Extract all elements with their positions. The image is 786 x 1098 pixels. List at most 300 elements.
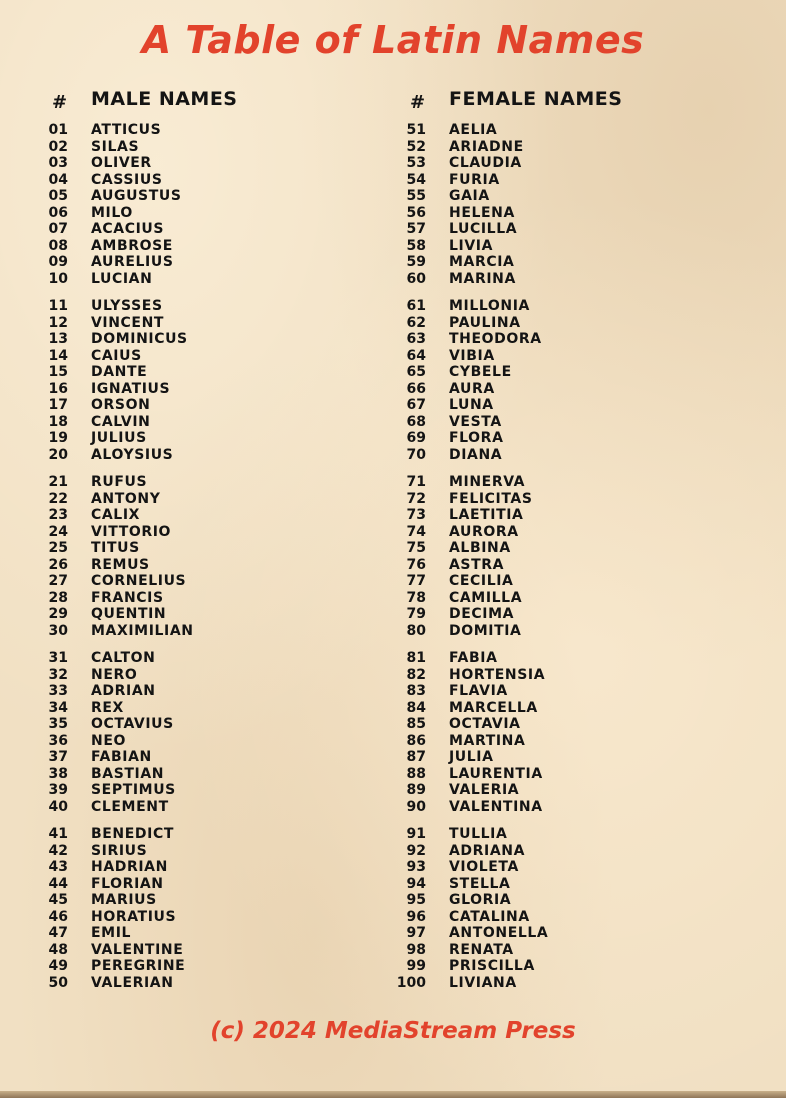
latin-name: CALIX bbox=[91, 507, 141, 524]
latin-name: ORSON bbox=[91, 397, 151, 414]
name-row bbox=[20, 474, 360, 491]
row-number: 31 bbox=[48, 650, 68, 667]
latin-name: JULIA bbox=[449, 749, 494, 766]
row-number: 53 bbox=[406, 155, 426, 171]
latin-name: ADRIAN bbox=[91, 683, 156, 700]
row-number: 24 bbox=[48, 523, 68, 540]
row-number: 81 bbox=[406, 650, 426, 667]
female-names-group bbox=[378, 298, 718, 463]
latin-name: PEREGRINE bbox=[91, 958, 186, 975]
name-row bbox=[20, 557, 360, 574]
latin-name: AURA bbox=[449, 380, 495, 397]
name-row bbox=[378, 766, 718, 783]
name-row bbox=[378, 573, 718, 590]
row-number: 27 bbox=[48, 573, 68, 590]
row-number: 79 bbox=[406, 606, 426, 623]
name-row bbox=[378, 859, 718, 876]
row-number: 96 bbox=[406, 908, 426, 925]
latin-name: VIBIA bbox=[449, 347, 495, 364]
row-number: 26 bbox=[48, 556, 68, 573]
name-row bbox=[378, 892, 718, 909]
name-row bbox=[378, 205, 718, 222]
row-number: 13 bbox=[48, 331, 68, 348]
row-number: 75 bbox=[406, 540, 426, 557]
latin-name: MINERVA bbox=[449, 474, 526, 491]
latin-name: LAETITIA bbox=[449, 507, 524, 524]
name-row bbox=[378, 606, 718, 623]
latin-name: VESTA bbox=[449, 413, 502, 430]
row-number: 06 bbox=[48, 204, 68, 221]
latin-name: HORTENSIA bbox=[449, 666, 546, 683]
row-number: 76 bbox=[406, 556, 426, 573]
name-row bbox=[378, 221, 718, 238]
female-names-group bbox=[378, 474, 718, 639]
row-number: 67 bbox=[406, 397, 426, 414]
latin-name: VALENTINE bbox=[91, 941, 184, 958]
latin-name: ULYSSES bbox=[91, 298, 163, 315]
name-row bbox=[378, 782, 718, 799]
row-number: 28 bbox=[48, 589, 68, 606]
latin-name: CALVIN bbox=[91, 413, 151, 430]
name-row bbox=[378, 474, 718, 491]
name-row bbox=[20, 909, 360, 926]
latin-name: FABIA bbox=[449, 650, 498, 667]
row-number: 65 bbox=[406, 364, 426, 381]
latin-name: VALERIAN bbox=[91, 974, 174, 991]
latin-name: MILLONIA bbox=[449, 298, 530, 315]
name-row bbox=[20, 716, 360, 733]
latin-name: SILAS bbox=[91, 138, 140, 155]
row-number: 15 bbox=[48, 364, 68, 381]
name-row bbox=[20, 414, 360, 431]
name-row bbox=[378, 491, 718, 508]
latin-name: MARCIA bbox=[449, 254, 515, 270]
latin-name: OLIVER bbox=[91, 155, 152, 171]
name-row bbox=[378, 447, 718, 464]
row-number: 51 bbox=[406, 122, 426, 138]
latin-name: HORATIUS bbox=[91, 908, 177, 925]
row-number: 99 bbox=[406, 958, 426, 975]
latin-name: TITUS bbox=[91, 540, 140, 557]
female-names-group bbox=[378, 826, 718, 991]
name-row bbox=[20, 667, 360, 684]
row-number: 03 bbox=[48, 155, 68, 171]
latin-name: FLORIAN bbox=[91, 875, 164, 892]
row-number: 21 bbox=[48, 474, 68, 491]
row-number: 12 bbox=[48, 314, 68, 331]
male-names-column bbox=[20, 122, 360, 1002]
row-number: 01 bbox=[48, 122, 68, 138]
latin-name: MAXIMILIAN bbox=[91, 622, 194, 639]
name-row bbox=[20, 843, 360, 860]
name-row bbox=[378, 540, 718, 557]
name-row bbox=[20, 381, 360, 398]
latin-name: JULIUS bbox=[91, 430, 147, 447]
latin-name: TULLIA bbox=[449, 826, 508, 843]
name-row bbox=[378, 716, 718, 733]
name-row bbox=[378, 348, 718, 365]
row-number: 17 bbox=[48, 397, 68, 414]
latin-name: CASSIUS bbox=[91, 171, 163, 188]
latin-name: ARIADNE bbox=[449, 138, 524, 155]
latin-name: VIOLETA bbox=[449, 859, 519, 876]
name-row bbox=[20, 205, 360, 222]
name-row bbox=[20, 573, 360, 590]
row-number: 41 bbox=[48, 826, 68, 843]
latin-name: FELICITAS bbox=[449, 490, 533, 507]
name-row bbox=[20, 650, 360, 667]
row-number: 88 bbox=[406, 765, 426, 782]
latin-name: FURIA bbox=[449, 171, 500, 188]
name-row bbox=[20, 623, 360, 640]
latin-name: FLORA bbox=[449, 430, 504, 447]
name-row bbox=[378, 958, 718, 975]
name-row bbox=[378, 975, 718, 992]
row-number: 38 bbox=[48, 765, 68, 782]
latin-name: DANTE bbox=[91, 364, 148, 381]
latin-name: STELLA bbox=[449, 875, 511, 892]
name-row bbox=[378, 700, 718, 717]
name-row bbox=[20, 155, 360, 172]
row-number: 94 bbox=[406, 875, 426, 892]
name-row bbox=[378, 364, 718, 381]
latin-name: EMIL bbox=[91, 925, 132, 942]
latin-name: OCTAVIUS bbox=[91, 716, 174, 733]
male-names-group bbox=[20, 298, 360, 463]
name-row bbox=[20, 942, 360, 959]
name-row bbox=[20, 397, 360, 414]
row-number: 40 bbox=[48, 798, 68, 815]
row-number: 10 bbox=[48, 270, 68, 287]
row-number: 80 bbox=[406, 622, 426, 639]
latin-name: BASTIAN bbox=[91, 765, 165, 782]
latin-name: FABIAN bbox=[91, 749, 152, 766]
latin-name: ATTICUS bbox=[91, 122, 162, 138]
latin-name: CLEMENT bbox=[91, 798, 169, 815]
latin-name: ALBINA bbox=[449, 540, 511, 557]
name-row bbox=[20, 331, 360, 348]
name-row bbox=[378, 799, 718, 816]
row-number: 54 bbox=[406, 171, 426, 188]
name-row bbox=[20, 348, 360, 365]
name-row bbox=[378, 271, 718, 288]
latin-name: CALTON bbox=[91, 650, 156, 667]
name-row bbox=[378, 749, 718, 766]
row-number: 60 bbox=[406, 270, 426, 287]
torn-paper-edge bbox=[0, 1091, 786, 1098]
latin-name: ANTONY bbox=[91, 490, 161, 507]
latin-name: QUENTIN bbox=[91, 606, 167, 623]
latin-name: CYBELE bbox=[449, 364, 512, 381]
name-row bbox=[378, 925, 718, 942]
latin-name: VALENTINA bbox=[449, 798, 543, 815]
name-row bbox=[378, 942, 718, 959]
row-number: 66 bbox=[406, 380, 426, 397]
row-number: 69 bbox=[406, 430, 426, 447]
name-row bbox=[20, 782, 360, 799]
latin-name: GLORIA bbox=[449, 892, 512, 909]
latin-name: AURORA bbox=[449, 523, 519, 540]
female-names-group bbox=[378, 122, 718, 287]
latin-name: DOMITIA bbox=[449, 622, 522, 639]
latin-name: NEO bbox=[91, 732, 126, 749]
name-row bbox=[20, 958, 360, 975]
name-row bbox=[378, 254, 718, 271]
name-row bbox=[378, 667, 718, 684]
latin-name: LIVIANA bbox=[449, 974, 517, 991]
name-row bbox=[20, 254, 360, 271]
latin-name: REX bbox=[91, 699, 124, 716]
latin-name: CATALINA bbox=[449, 908, 530, 925]
name-row bbox=[378, 909, 718, 926]
latin-name: HELENA bbox=[449, 204, 515, 221]
name-row bbox=[378, 507, 718, 524]
row-number: 04 bbox=[48, 171, 68, 188]
latin-name: DOMINICUS bbox=[91, 331, 188, 348]
row-number: 90 bbox=[406, 798, 426, 815]
row-number: 20 bbox=[48, 446, 68, 463]
name-row bbox=[20, 364, 360, 381]
name-row bbox=[378, 315, 718, 332]
row-number: 74 bbox=[406, 523, 426, 540]
row-number: 16 bbox=[48, 380, 68, 397]
row-number: 55 bbox=[406, 188, 426, 204]
row-number: 92 bbox=[406, 842, 426, 859]
name-row bbox=[20, 298, 360, 315]
female-number-header: # bbox=[410, 92, 426, 113]
name-row bbox=[20, 683, 360, 700]
row-number: 78 bbox=[406, 589, 426, 606]
latin-name: LAURENTIA bbox=[449, 765, 543, 782]
name-row bbox=[378, 430, 718, 447]
name-row bbox=[20, 491, 360, 508]
latin-name: MILO bbox=[91, 204, 133, 221]
latin-name: AELIA bbox=[449, 122, 498, 138]
name-row bbox=[378, 298, 718, 315]
name-row bbox=[20, 733, 360, 750]
name-row bbox=[378, 524, 718, 541]
name-row bbox=[20, 590, 360, 607]
latin-name: RENATA bbox=[449, 941, 514, 958]
row-number: 86 bbox=[406, 732, 426, 749]
latin-name: PAULINA bbox=[449, 314, 521, 331]
row-number: 89 bbox=[406, 782, 426, 799]
name-row bbox=[378, 155, 718, 172]
name-row bbox=[378, 650, 718, 667]
latin-name: VALERIA bbox=[449, 782, 520, 799]
row-number: 56 bbox=[406, 204, 426, 221]
name-row bbox=[378, 139, 718, 156]
row-number: 72 bbox=[406, 490, 426, 507]
latin-name: BENEDICT bbox=[91, 826, 174, 843]
name-row bbox=[378, 683, 718, 700]
name-row bbox=[20, 826, 360, 843]
female-names-group bbox=[378, 650, 718, 815]
row-number: 68 bbox=[406, 413, 426, 430]
latin-name: LUCILLA bbox=[449, 221, 518, 237]
row-number: 61 bbox=[406, 298, 426, 315]
latin-name: VINCENT bbox=[91, 314, 165, 331]
row-number: 33 bbox=[48, 683, 68, 700]
row-number: 98 bbox=[406, 941, 426, 958]
latin-name: AMBROSE bbox=[91, 237, 173, 254]
name-row bbox=[20, 238, 360, 255]
latin-name: LIVIA bbox=[449, 237, 494, 254]
page-title: A Table of Latin Names bbox=[141, 18, 645, 62]
row-number: 47 bbox=[48, 925, 68, 942]
latin-name: THEODORA bbox=[449, 331, 542, 348]
row-number: 29 bbox=[48, 606, 68, 623]
latin-name: MARIUS bbox=[91, 892, 157, 909]
row-number: 59 bbox=[406, 254, 426, 270]
row-number: 87 bbox=[406, 749, 426, 766]
row-number: 52 bbox=[406, 138, 426, 155]
name-row bbox=[20, 799, 360, 816]
name-row bbox=[378, 188, 718, 205]
male-names-group bbox=[20, 650, 360, 815]
row-number: 22 bbox=[48, 490, 68, 507]
latin-name: MARCELLA bbox=[449, 699, 538, 716]
male-names-group bbox=[20, 826, 360, 991]
name-row bbox=[20, 876, 360, 893]
latin-name: DECIMA bbox=[449, 606, 515, 623]
latin-name: ASTRA bbox=[449, 556, 505, 573]
name-row bbox=[378, 397, 718, 414]
row-number: 71 bbox=[406, 474, 426, 491]
name-row bbox=[378, 876, 718, 893]
row-number: 09 bbox=[48, 254, 68, 270]
name-row bbox=[378, 122, 718, 139]
name-row bbox=[378, 590, 718, 607]
male-names-group bbox=[20, 474, 360, 639]
latin-name: AUGUSTUS bbox=[91, 188, 182, 204]
name-row bbox=[378, 826, 718, 843]
row-number: 83 bbox=[406, 683, 426, 700]
name-row bbox=[20, 430, 360, 447]
row-number: 95 bbox=[406, 892, 426, 909]
latin-name: CAIUS bbox=[91, 347, 142, 364]
latin-name: FRANCIS bbox=[91, 589, 164, 606]
name-row bbox=[20, 925, 360, 942]
name-row bbox=[20, 447, 360, 464]
latin-name: CORNELIUS bbox=[91, 573, 187, 590]
row-number: 45 bbox=[48, 892, 68, 909]
row-number: 57 bbox=[406, 221, 426, 237]
name-row bbox=[378, 172, 718, 189]
row-number: 97 bbox=[406, 925, 426, 942]
name-row bbox=[378, 843, 718, 860]
row-number: 07 bbox=[48, 221, 68, 237]
latin-name: RUFUS bbox=[91, 474, 148, 491]
name-row bbox=[20, 524, 360, 541]
name-row bbox=[20, 221, 360, 238]
row-number: 58 bbox=[406, 237, 426, 254]
latin-name: IGNATIUS bbox=[91, 380, 171, 397]
name-row bbox=[378, 414, 718, 431]
name-row bbox=[20, 749, 360, 766]
female-names-column bbox=[378, 122, 718, 1002]
row-number: 19 bbox=[48, 430, 68, 447]
name-row bbox=[20, 139, 360, 156]
row-number: 08 bbox=[48, 237, 68, 254]
row-number: 36 bbox=[48, 732, 68, 749]
name-row bbox=[20, 188, 360, 205]
latin-name: DIANA bbox=[449, 446, 503, 463]
name-row bbox=[20, 766, 360, 783]
latin-name: SEPTIMUS bbox=[91, 782, 176, 799]
name-row bbox=[20, 700, 360, 717]
male-names-header: MALE NAMES bbox=[91, 88, 238, 110]
row-number: 93 bbox=[406, 859, 426, 876]
latin-name: ANTONELLA bbox=[449, 925, 549, 942]
name-row bbox=[378, 381, 718, 398]
row-number: 63 bbox=[406, 331, 426, 348]
name-row bbox=[378, 557, 718, 574]
name-row bbox=[20, 540, 360, 557]
latin-name: NERO bbox=[91, 666, 138, 683]
row-number: 30 bbox=[48, 622, 68, 639]
row-number: 77 bbox=[406, 573, 426, 590]
name-row bbox=[378, 623, 718, 640]
name-row bbox=[378, 331, 718, 348]
name-row bbox=[20, 172, 360, 189]
name-row bbox=[378, 238, 718, 255]
latin-name: GAIA bbox=[449, 188, 490, 204]
latin-name: FLAVIA bbox=[449, 683, 508, 700]
row-number: 91 bbox=[406, 826, 426, 843]
name-row bbox=[20, 892, 360, 909]
latin-name: ADRIANA bbox=[449, 842, 526, 859]
latin-name: HADRIAN bbox=[91, 859, 168, 876]
name-row bbox=[20, 122, 360, 139]
row-number: 85 bbox=[406, 716, 426, 733]
name-row bbox=[20, 606, 360, 623]
latin-name: LUCIAN bbox=[91, 270, 153, 287]
latin-name: VITTORIO bbox=[91, 523, 172, 540]
latin-name: SIRIUS bbox=[91, 842, 148, 859]
row-number: 32 bbox=[48, 666, 68, 683]
row-number: 49 bbox=[48, 958, 68, 975]
row-number: 48 bbox=[48, 941, 68, 958]
name-row bbox=[20, 315, 360, 332]
row-number: 14 bbox=[48, 347, 68, 364]
row-number: 62 bbox=[406, 314, 426, 331]
row-number: 82 bbox=[406, 666, 426, 683]
latin-name: MARTINA bbox=[449, 732, 526, 749]
latin-name: LUNA bbox=[449, 397, 494, 414]
latin-name: ALOYSIUS bbox=[91, 446, 174, 463]
row-number: 42 bbox=[48, 842, 68, 859]
latin-name: AURELIUS bbox=[91, 254, 174, 270]
latin-name: REMUS bbox=[91, 556, 150, 573]
latin-name: PRISCILLA bbox=[449, 958, 535, 975]
row-number: 84 bbox=[406, 699, 426, 716]
row-number: 64 bbox=[406, 347, 426, 364]
row-number: 100 bbox=[396, 974, 426, 991]
latin-name: MARINA bbox=[449, 270, 516, 287]
row-number: 70 bbox=[406, 446, 426, 463]
latin-name: OCTAVIA bbox=[449, 716, 521, 733]
female-names-header: FEMALE NAMES bbox=[449, 88, 623, 110]
row-number: 39 bbox=[48, 782, 68, 799]
male-number-header: # bbox=[52, 92, 68, 113]
row-number: 46 bbox=[48, 908, 68, 925]
row-number: 25 bbox=[48, 540, 68, 557]
row-number: 73 bbox=[406, 507, 426, 524]
row-number: 23 bbox=[48, 507, 68, 524]
latin-name: CECILIA bbox=[449, 573, 514, 590]
name-row bbox=[20, 975, 360, 992]
